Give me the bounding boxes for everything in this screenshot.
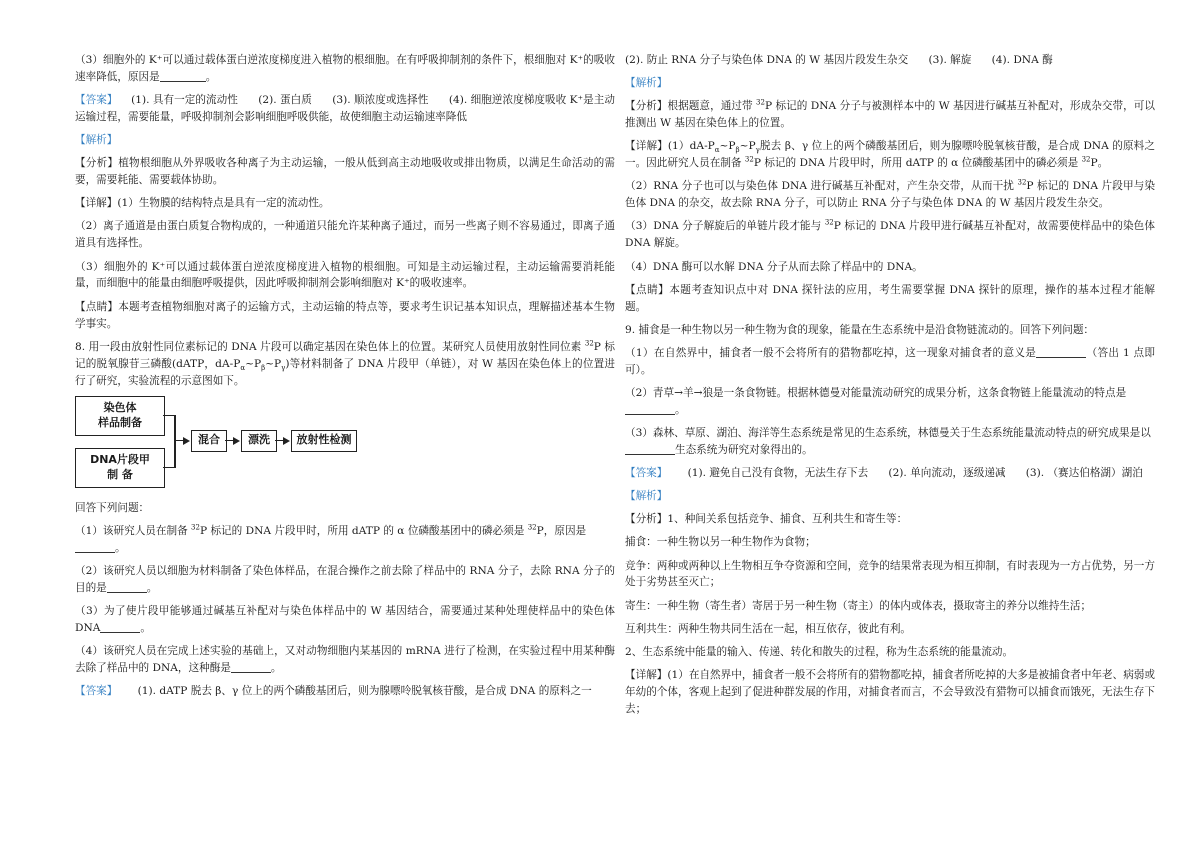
answer-blank[interactable] [625,403,675,415]
left-column [75,52,619,706]
answer-blank[interactable] [75,541,115,553]
answer-blank[interactable] [100,621,140,633]
detail-9-1: 【详解】(1）在自然界中，捕食者一般不会将所有的猎物都吃掉，捕食者所吃掉的大多是被捕食者中年老、病弱或年幼的个体，客观上起到了促进种群发展的作用，对捕食者而言，不会导致没有猎物可以捕食而饿死，无法生存下去； [625,668,1155,715]
answer-blank[interactable] [107,581,147,593]
question-8: 8. 用一段由放射性同位素标记的 DNA 片段可以确定基因在染色体上的位置。某研究人员使用放射性同位素 $^{32}$P 标记的脱氧腺苷三磷酸(dATP，$dA-P_\alpha\sim P_\beta\sim P_\gamma$)等材料制备了 DNA 片段甲（单链），对 W 基因在染色体上的位置进行了研究，实验流程的示意图如下。 [75,339,615,387]
question-9: 9. 捕食是一种生物以另一种生物为食的现象，能量在生态系统中是沿食物链流动的。回答下列问题： [625,323,1095,336]
question-8-4: （4）该研究人员在完成上述实验的基础上，又对动物细胞内某基因的 mRNA 进行了检测，在实验过程中用某种酶去除了样品中的 DNA，这种酶是 。 [75,644,615,674]
answer-8-continued: (2). 防止 RNA 分子与染色体 DNA 的 W 基因片段发生杂交 (3). 解旋 (4). DNA 酶 [625,54,1053,66]
flow-box-wash: 漂洗 [241,430,277,452]
question-9-3: （3）森林、草原、湖泊、海洋等生态系统是常见的生态系统，林德曼关于生态系统能量流动特点的研究成果是以 生态系统为研究对象得出的。 [625,426,1151,456]
q7-3-text: （3）细胞外的 K⁺可以通过载体蛋白逆浓度梯度进入植物的根细胞。在有呼吸抑制剂的条件下，根细胞对 K⁺的吸收速率降低，原因是 。 [75,54,615,83]
detail-8-3: （3）DNA 分子解旋后的单链片段才能与 $^{32}$P 标记的 DNA 片段甲进行碱基互补配对，故需要使样品中的染色体 DNA 解旋。 [625,218,1159,250]
question-8-3: （3）为了使片段甲能够通过碱基互补配对与染色体样品中的 W 基因结合，需要通过某种处理使样品中的染色体 DNA 。 [75,604,619,634]
answer-questions-intro: 回答下列问题： [75,501,150,514]
detail-8-2: （2）RNA 分子也可以与染色体 DNA 进行碱基互补配对，产生杂交带，从而干扰 $^{32}$P 标记的 DNA 片段甲与染色体 DNA 的杂交，故去除 RNA 分子，可以防止 RNA 分子与染色体 DNA 的 W 基因片段发生杂交。 [625,178,1155,210]
answer-blank[interactable] [231,661,271,673]
flow-box-dna-fragment: DNA片段甲 制 备 [75,448,165,488]
answer-blank[interactable] [160,70,206,82]
arrow-icon [183,437,190,445]
analysis-9-6: 2、生态系统中能量的输入、传递、转化和散失的过程，称为生态系统的能量流动。 [625,645,1014,658]
detail-7-2: （2）离子通道是由蛋白质复合物构成的，一种通道只能允许某种离子通过，而另一些离子则不容易通过，即离子通道具有选择性。 [75,220,615,250]
arrow-icon [283,437,290,445]
analysis-tag: 【解析】 [625,77,668,90]
detail-8-4: （4）DNA 酶可以水解 DNA 分子从而去除了样品中的 DNA。 [625,260,923,273]
detail-7-1: 【详解】(1）生物膜的结构特点是具有一定的流动性。 [75,197,330,210]
flow-box-mix: 混合 [191,430,227,452]
flow-box-chromosome-sample: 染色体 样品制备 [75,396,165,436]
analysis-7: 【分析】植物根细胞从外界吸收各种离子为主动运输，一般从低到高主动地吸收或排出物质，以满足生命活动的需要，需要耗能、需要载体协助。 [75,157,615,187]
arrow-icon [233,437,240,445]
answer-blank[interactable] [1036,346,1086,358]
answer-8: 【答案】 (1). dATP 脱去 β、γ 位上的两个磷酸基团后，则为腺嘌呤脱氧核苷酸，是合成 DNA 的原料之一 [75,685,592,697]
detail-7-3: （3）细胞外的 K⁺可以通过载体蛋白逆浓度梯度进入植物的根细胞。可知是主动运输过程，主动运输需要消耗能量，而细胞中的能量由细胞呼吸提供，因此呼吸抑制剂会影响细胞对 K⁺的吸收速率。 [75,260,615,290]
analysis-9-1: 【分析】1、种间关系包括竞争、捕食、互利共生和寄生等： [625,513,908,526]
answer-tag: 【答案】 [75,94,118,107]
comment-8: 【点睛】本题考查知识点中对 DNA 探针法的应用，考生需要掌握 DNA 探针的原理，操作的基本过程才能解题。 [625,283,1155,313]
analysis-9-2: 捕食：一种生物以另一种生物作为食物； [625,536,816,549]
analysis-8: 【分析】根据题意，通过带 $^{32}$P 标记的 DNA 分子与被测样本中的 W 基因进行碱基互补配对，形成杂交带，可以推测出 W 基因在染色体上的位置。 [625,98,1155,130]
comment-7: 【点睛】本题考查植物细胞对离子的运输方式，主动运输的特点等，要求考生识记基本知识点，理解描述基本生物学事实。 [75,300,615,330]
analysis-tag: 【解析】 [75,134,118,147]
question-8-1: （1）该研究人员在制备 $^{32}$P 标记的 DNA 片段甲时，所用 dATP 的 α 位磷酸基团中的磷必须是 $^{32}$P，原因是 。 [75,523,587,554]
analysis-tag: 【解析】 [625,490,668,503]
answer-7: 【答案】 (1). 具有一定的流动性 (2). 蛋白质 (3). 顺浓度或选择性 (4). 细胞逆浓度梯度吸收 K⁺是主动运输过程，需要能量，呼吸抑制剂会影响细胞呼吸供能，故使细胞主动运输速率降低 [75,94,615,123]
flow-connector [174,415,176,468]
question-9-1: （1）在自然界中，捕食者一般不会将所有的猎物都吃掉，这一现象对捕食者的意义是 （答出 1 点即可）。 [625,346,1155,376]
answer-9: 【答案】 (1). 避免自己没有食物，无法生存下去 (2). 单向流动，逐级递减 (3). （赛达伯格湖）湖泊 [625,467,1143,479]
experiment-flow-diagram [75,396,615,492]
flow-box-detect: 放射性检测 [291,430,357,452]
analysis-9-4: 寄生：一种生物（寄生者）寄居于另一种生物（寄主）的体内或体表，摄取寄主的养分以维持生活； [625,599,1092,612]
question-8-2: （2）该研究人员以细胞为材料制备了染色体样品，在混合操作之前去除了样品中的 RNA 分子，去除 RNA 分子的目的是 。 [75,564,615,594]
answer-blank[interactable] [625,443,675,455]
answer-tag: 【答案】 [75,685,118,697]
answer-tag: 【答案】 [625,467,668,479]
right-column [625,52,1159,724]
detail-8-1: 【详解】$(1)dA-P_\alpha\sim P_\beta\sim P_\gamma$脱去 β、γ 位上的两个磷酸基团后，则为腺嘌呤脱氧核苷酸，是合成 DNA 的原料之一。因此研究人员在制备 $^{32}$P 标记的 DNA 片段甲时，所用 dATP 的 α 位磷酸基团中的磷必须是 $^{32}$P。 [625,140,1155,170]
analysis-9-3: 竞争：两种或两种以上生物相互争夺资源和空间，竞争的结果常表现为相互抑制，有时表现为一方占优势，另一方处于劣势甚至灭亡； [625,559,1155,589]
question-9-2: （2）青草→羊→狼是一条食物链。根据林德曼对能量流动研究的成果分析，这条食物链上能量流动的特点是 。 [625,386,1127,416]
analysis-9-5: 互利共生：两种生物共同生活在一起，相互依存，彼此有利。 [625,622,912,635]
